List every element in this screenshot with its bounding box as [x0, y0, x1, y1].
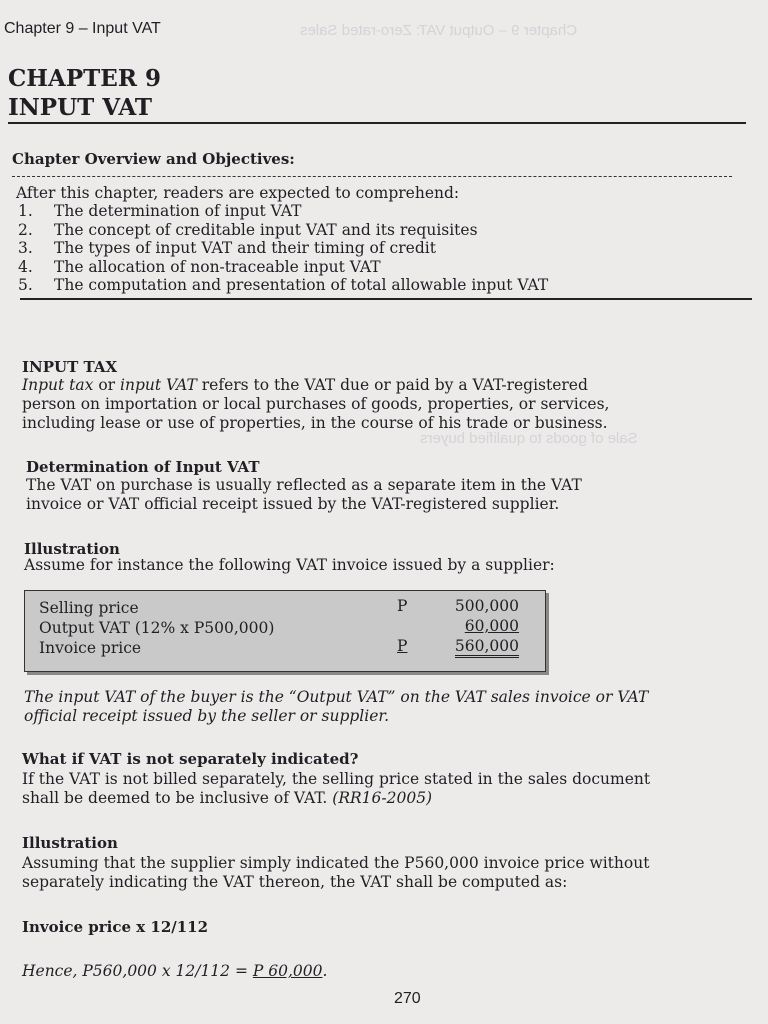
page-number: 270: [394, 990, 421, 1007]
currency-symbol: P: [397, 597, 408, 615]
list-item: 5. The computation and presentation of total allowable input VAT: [18, 276, 549, 294]
invoice-label: Invoice price: [39, 639, 142, 657]
determination-heading: Determination of Input VAT: [26, 458, 260, 476]
chapter-number: CHAPTER 9: [8, 65, 161, 92]
chapter-title: [8, 64, 161, 122]
invoice-label: Output VAT (12% x P500,000): [39, 619, 275, 637]
formula: Invoice price x 12/112: [22, 918, 209, 936]
running-header: Chapter 9 – Input VAT: [4, 20, 161, 37]
invoice-amount: 60,000: [464, 617, 519, 635]
overview-heading: Chapter Overview and Objectives:: [12, 150, 295, 168]
chapter-name: INPUT VAT: [8, 94, 153, 121]
list-item: 1. The determination of input VAT: [18, 202, 302, 220]
not-indicated-text: If the VAT is not billed separately, the selling price stated in the sales document shall be deemed to be inclusive of VAT. (RR16-2005): [22, 770, 651, 807]
illustration-text: Assuming that the supplier simply indicated the P560,000 invoice price without separately indicating the VAT thereon, the VAT shall be computed as:: [22, 854, 650, 891]
not-indicated-heading: What if VAT is not separately indicated?: [22, 750, 359, 768]
overview-intro: After this chapter, readers are expected to comprehend:: [16, 184, 460, 202]
invoice-box: [24, 590, 546, 672]
illustration-intro: Assume for instance the following VAT invoice issued by a supplier:: [24, 556, 555, 574]
computation-result: Hence, P560,000 x 12/112 = P 60,000.: [22, 962, 328, 980]
list-item: 3. The types of input VAT and their timing of credit: [18, 239, 436, 257]
bleed-through-text: Sale of goods to qualified buyers: [420, 430, 638, 447]
objectives-rule: [20, 298, 752, 300]
currency-symbol: P: [397, 637, 408, 655]
illustration-heading: Illustration: [22, 834, 118, 852]
invoice-total: 560,000: [455, 637, 519, 658]
input-tax-definition: Input tax or input VAT refers to the VAT due or paid by a VAT-registered person on importation or local purchases of goods, properties, or services, including lease or use of properties, in the course of his trade or business.: [22, 376, 610, 432]
invoice-label: Selling price: [39, 599, 139, 617]
dashed-rule: [12, 176, 732, 177]
bleed-through-text: Chapter 9 – Output VAT: Zero-rated Sales: [300, 22, 578, 39]
illustration-heading: Illustration: [24, 540, 120, 558]
invoice-amount: 500,000: [454, 597, 519, 615]
input-vat-note: The input VAT of the buyer is the “Output VAT” on the VAT sales invoice or VAT official receipt issued by the seller or supplier.: [24, 688, 649, 725]
title-rule: [8, 122, 746, 124]
determination-text: The VAT on purchase is usually reflected as a separate item in the VAT invoice or VAT official receipt issued by the VAT-registered supplier.: [26, 476, 582, 513]
input-tax-heading: INPUT TAX: [22, 358, 118, 376]
list-item: 2. The concept of creditable input VAT and its requisites: [18, 220, 478, 239]
objectives-list: [18, 202, 548, 295]
list-item: 4. The allocation of non-traceable input VAT: [18, 257, 381, 276]
